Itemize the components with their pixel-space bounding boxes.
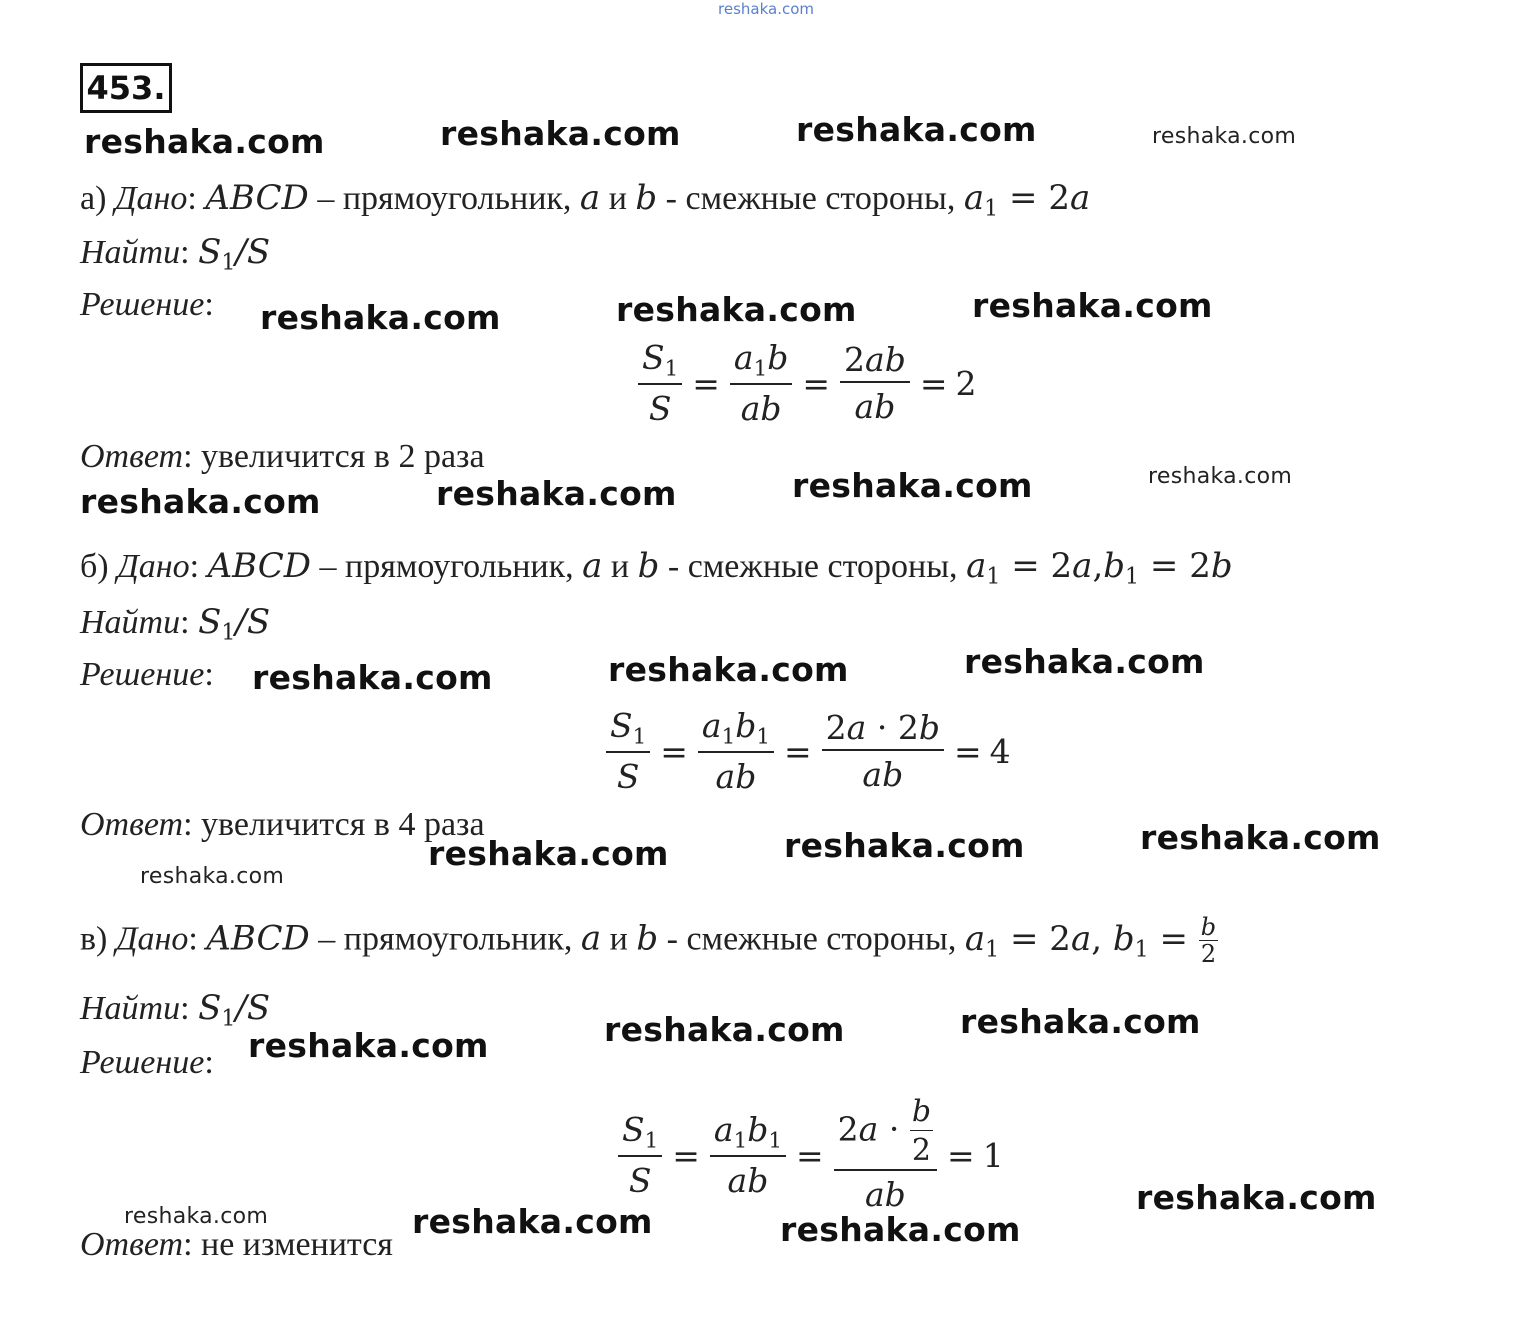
watermark: reshaka.com [792,466,1033,505]
watermark: reshaka.com [972,286,1213,325]
watermark: reshaka.com [1148,464,1293,489]
solution-label: Решение [80,286,205,323]
part-a-answer: : увеличится в 2 раза [183,438,485,475]
part-c-equation: $\frac{S_1}{S}$ = $\frac{a_1b_1}{ab}$ = 2a · $\frac{b}{2}$ ab = 1 [612,1096,1008,1214]
solution-label: Решение [80,656,205,693]
part-b-solution-line: Решение: [80,656,214,693]
part-a-marker: а) [80,180,107,217]
answer-label: Ответ [80,438,184,475]
watermark: reshaka.com [608,650,849,689]
top-site-link[interactable]: reshaka.com [718,0,814,18]
part-b-given-line: б) Дано: ABCD – прямоугольник, a и b - смежные стороны, $a_1 = 2a,b_1 = 2b$ [80,546,1233,590]
part-c-result: 1 [982,1135,1004,1175]
watermark: reshaka.com [436,474,677,513]
watermark: reshaka.com [124,1204,269,1229]
given-text: – прямоугольник, [318,920,573,958]
part-c-find-line: Найти: $S_1/S$ [80,988,271,1032]
part-c-solution-line: Решение: [80,1044,214,1081]
part-c-given-line: в) Дано: ABCD – прямоугольник, a и b - смежные стороны, $a_1 = 2a$, $b_1$ = $\frac{b}{2}$ [80,913,1217,968]
watermark: reshaka.com [796,110,1037,149]
watermark: reshaka.com [1140,818,1381,857]
given-label: Дано [115,920,189,958]
watermark: reshaka.com [248,1026,489,1065]
watermark: reshaka.com [604,1010,845,1049]
part-a-answer-line [80,438,485,476]
watermark: reshaka.com [780,1210,1021,1249]
watermark: reshaka.com [1152,124,1297,149]
part-b-result: 4 [989,731,1011,771]
solution-label: Решение [80,1044,205,1081]
find-label: Найти [80,990,181,1027]
watermark: reshaka.com [440,114,681,153]
part-b-find-line: Найти: $S_1/S$ [80,602,271,646]
watermark: reshaka.com [260,298,501,337]
problem-number: 453. [80,63,172,113]
watermark: reshaka.com [960,1002,1201,1041]
find-label: Найти [80,234,181,271]
part-b-answer-line [80,806,485,844]
sides-text: - смежные стороны, [665,180,956,217]
part-c-marker: в) [80,920,108,958]
given-text: – прямоугольник, [319,548,574,585]
watermark: reshaka.com [784,826,1025,865]
watermark: reshaka.com [428,834,669,873]
given-label: Дано [114,180,188,217]
part-a-equation: $\frac{S_1}{S}$ = $\frac{a_1b}{ab}$ = $\frac{2ab}{ab}$ = 2 [632,338,980,428]
find-label: Найти [80,604,181,641]
condition-a1-b1: $a_1 = 2a$, $b_1$ = $\frac{b}{2}$ [964,913,1217,968]
part-a-given-line: а) Дано: ABCD – прямоугольник, a и b - смежные стороны, $a_1 = 2a$ [80,178,1091,222]
watermark: reshaka.com [1136,1178,1377,1217]
part-a-result: 2 [955,363,977,403]
sides-text: - смежные стороны, [667,548,958,585]
part-c-answer-line [80,1226,393,1264]
given-label: Дано [117,548,190,585]
part-b-equation: $\frac{S_1}{S}$ = $\frac{a_1b_1}{ab}$ = $\frac{2a \cdot 2b}{ab}$ = 4 [600,706,1015,796]
answer-label: Ответ [80,806,184,843]
answer-label: Ответ [80,1226,184,1263]
condition-a1: $a_1 = 2a$ [963,178,1091,222]
given-text: – прямоугольник, [317,180,572,217]
watermark: reshaka.com [80,482,321,521]
watermark: reshaka.com [252,658,493,697]
part-a-find-line: Найти: $S_1/S$ [80,232,271,276]
watermark: reshaka.com [964,642,1205,681]
sides-text: - смежные стороны, [666,920,957,958]
watermark: reshaka.com [616,290,857,329]
watermark: reshaka.com [84,122,325,161]
part-b-marker: б) [80,548,109,585]
part-c-answer: : не изменится [183,1226,393,1263]
condition-a1-b1: $a_1 = 2a,b_1 = 2b$ [966,546,1233,590]
watermark: reshaka.com [412,1202,653,1241]
part-a-solution-line: Решение: [80,286,214,323]
watermark: reshaka.com [140,864,285,889]
part-b-answer: : увеличится в 4 раза [183,806,485,843]
